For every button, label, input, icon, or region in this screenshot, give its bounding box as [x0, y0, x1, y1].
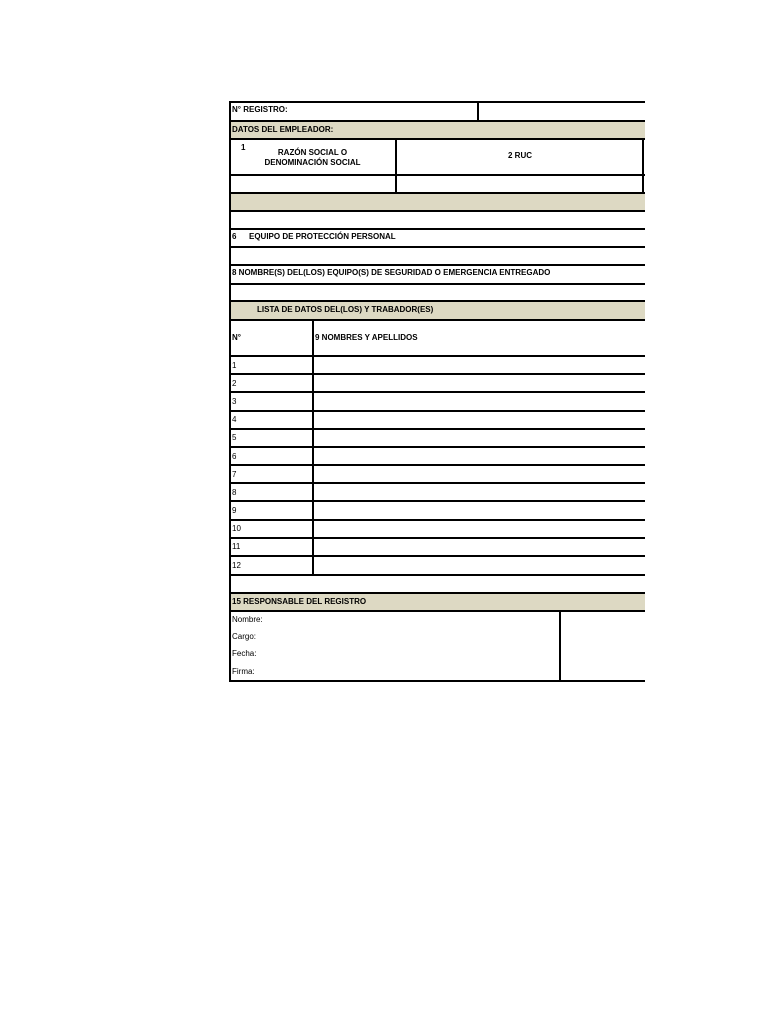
left-border [229, 101, 231, 682]
border-band-bottom [230, 210, 645, 212]
razon-social-input[interactable] [232, 176, 392, 191]
responsable-label: 15 RESPONSABLE DEL REGISTRO [232, 597, 367, 606]
table-row-border [230, 555, 645, 557]
table-row-number: 11 [232, 542, 241, 551]
table-row-border [230, 428, 645, 430]
razon-ruc-divider [395, 139, 397, 192]
table-row-border [230, 537, 645, 539]
datos-empleador-label: DATOS DEL EMPLEADOR: [232, 125, 334, 134]
lista-label: LISTA DE DATOS DEL(LOS) Y TRABADOR(ES) [257, 305, 434, 314]
border-lista-bottom [230, 319, 645, 321]
col-number-header: N° [232, 333, 241, 342]
border-blank-2 [230, 264, 645, 266]
border-equipo-bottom [230, 283, 645, 285]
border-epp-bottom [230, 246, 645, 248]
table-row-border [230, 500, 645, 502]
right-border-top [642, 139, 644, 192]
border-responsable-bottom [230, 610, 645, 612]
epp-number: 6 [232, 232, 237, 241]
firma-label: Firma: [232, 667, 255, 676]
registro-value-field[interactable] [480, 103, 640, 119]
table-row-number: 7 [232, 470, 237, 479]
table-row-number: 3 [232, 397, 237, 406]
table-row-number: 2 [232, 379, 237, 388]
table-row-number: 4 [232, 415, 237, 424]
fecha-label: Fecha: [232, 649, 257, 658]
table-row-number: 12 [232, 561, 241, 570]
col-nombres-header: 9 NOMBRES Y APELLIDOS [315, 333, 418, 342]
razon-number: 1 [241, 143, 246, 152]
table-row-border [230, 410, 645, 412]
registro-label: N° REGISTRO: [232, 105, 288, 114]
ruc-label: 2 RUC [508, 151, 533, 160]
table-row-number: 6 [232, 452, 237, 461]
registro-divider [477, 101, 479, 120]
firma-box-divider [559, 612, 561, 681]
table-row-number: 9 [232, 506, 237, 515]
epp-label: EQUIPO DE PROTECCIÓN PERSONAL [249, 232, 396, 241]
ruc-input[interactable] [398, 176, 638, 191]
table-row-border [230, 446, 645, 448]
table-row-border [230, 574, 645, 576]
equipo-seguridad-label: 8 NOMBRE(S) DEL(LOS) EQUIPO(S) DE SEGURIDAD O EMERGENCIA ENTREGADO [232, 268, 551, 277]
border-blank-1 [230, 228, 645, 230]
table-row-border [230, 391, 645, 393]
table-row-number: 10 [232, 524, 241, 533]
table-row-border [230, 482, 645, 484]
table-row-border [230, 373, 645, 375]
empty-shaded-band [230, 194, 645, 210]
border-bottom [230, 680, 645, 682]
table-row-number: 1 [232, 361, 237, 370]
border-header-bottom [230, 355, 645, 357]
table-row-number: 5 [232, 433, 237, 442]
border-datos-bottom [230, 138, 645, 140]
cargo-label: Cargo: [232, 632, 257, 641]
table-row-number: 8 [232, 488, 237, 497]
table-row-border [230, 519, 645, 521]
nombre-label: Nombre: [232, 615, 263, 624]
table-row-border [230, 464, 645, 466]
razon-social-label: RAZÓN SOCIAL O DENOMINACIÓN SOCIAL [264, 148, 361, 167]
